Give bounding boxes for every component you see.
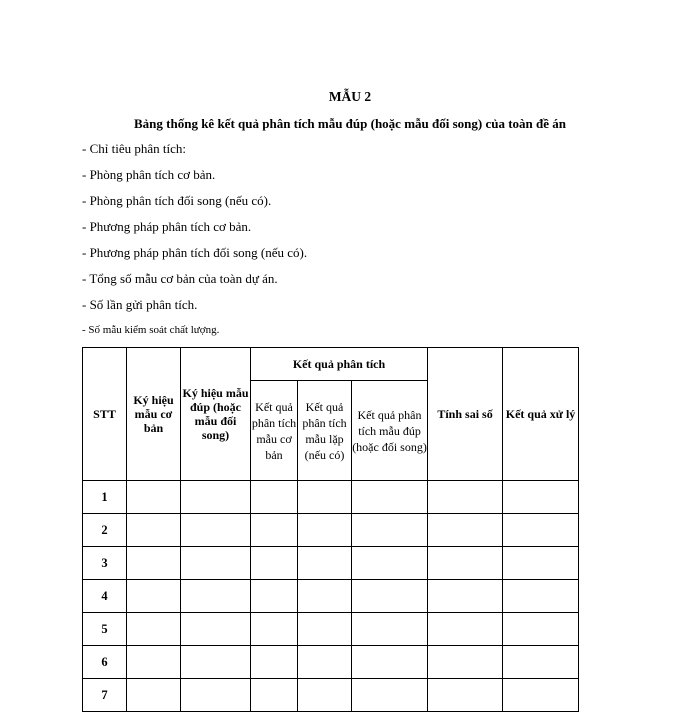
result-table bbox=[82, 347, 579, 712]
table-cell bbox=[352, 613, 428, 646]
table-cell bbox=[428, 514, 503, 547]
table-cell bbox=[127, 646, 181, 679]
criteria-item: - Số mẫu kiểm soát chất lượng. bbox=[82, 324, 220, 336]
header-repeat-result: Kết quả phân tích mẫu lặp (nếu có) bbox=[298, 381, 352, 481]
table-cell bbox=[428, 547, 503, 580]
table-cell bbox=[127, 514, 181, 547]
table-cell bbox=[127, 679, 181, 712]
table-cell bbox=[352, 481, 428, 514]
table-cell bbox=[503, 679, 579, 712]
table-row bbox=[83, 613, 579, 646]
table-cell bbox=[181, 646, 251, 679]
table-cell bbox=[181, 547, 251, 580]
criteria-list bbox=[82, 136, 602, 342]
table-cell bbox=[428, 481, 503, 514]
table-cell bbox=[251, 646, 298, 679]
table-cell bbox=[127, 580, 181, 613]
header-error-calc: Tính sai số bbox=[428, 348, 503, 481]
table-row bbox=[83, 679, 579, 712]
table-cell bbox=[352, 547, 428, 580]
table-row bbox=[83, 646, 579, 679]
table-cell bbox=[298, 514, 352, 547]
header-duplicate-sample-code: Ký hiệu mẫu đúp (hoặc mẫu đối song) bbox=[181, 348, 251, 481]
table-cell bbox=[127, 613, 181, 646]
table-cell bbox=[503, 646, 579, 679]
row-number: 2 bbox=[83, 514, 127, 547]
table-row bbox=[83, 514, 579, 547]
table-cell bbox=[298, 481, 352, 514]
table-cell bbox=[127, 547, 181, 580]
header-basic-sample-code: Ký hiệu mẫu cơ bản bbox=[127, 348, 181, 481]
table-cell bbox=[352, 580, 428, 613]
header-duplicate-result: Kết quả phân tích mẫu đúp (hoặc đối song) bbox=[352, 381, 428, 481]
table-cell bbox=[298, 679, 352, 712]
criteria-item: - Phương pháp phân tích đối song (nếu có). bbox=[82, 245, 308, 260]
table-cell bbox=[428, 646, 503, 679]
criteria-item: - Tổng số mẫu cơ bản của toàn dự án. bbox=[82, 271, 278, 286]
header-basic-result: Kết quả phân tích mẫu cơ bản bbox=[251, 381, 298, 481]
criteria-item: - Phòng phân tích đối song (nếu có). bbox=[82, 193, 272, 208]
table-cell bbox=[428, 580, 503, 613]
row-number: 5 bbox=[83, 613, 127, 646]
table-cell bbox=[251, 613, 298, 646]
table-row bbox=[83, 580, 579, 613]
table-cell bbox=[503, 580, 579, 613]
table-cell bbox=[181, 514, 251, 547]
table-cell bbox=[251, 481, 298, 514]
table-cell bbox=[251, 580, 298, 613]
criteria-item: - Số lần gửi phân tích. bbox=[82, 297, 198, 312]
criteria-item: - Phương pháp phân tích cơ bản. bbox=[82, 219, 252, 234]
header-stt: STT bbox=[83, 348, 127, 481]
table-cell bbox=[352, 679, 428, 712]
page-title: MẪU 2 bbox=[328, 89, 372, 104]
table-cell bbox=[428, 613, 503, 646]
table-cell bbox=[251, 679, 298, 712]
table-cell bbox=[251, 514, 298, 547]
table-cell bbox=[251, 547, 298, 580]
table-row bbox=[83, 481, 579, 514]
row-number: 7 bbox=[83, 679, 127, 712]
table-cell bbox=[181, 613, 251, 646]
table-cell bbox=[352, 514, 428, 547]
table-cell bbox=[181, 580, 251, 613]
table-cell bbox=[181, 481, 251, 514]
page-subtitle: Bảng thống kê kết quả phân tích mẫu đúp (hoặc mẫu đối song) của toàn đề án bbox=[134, 116, 566, 131]
table-cell bbox=[503, 613, 579, 646]
table-cell bbox=[127, 481, 181, 514]
header-analysis-result: Kết quả phân tích bbox=[251, 348, 428, 381]
table-cell bbox=[298, 547, 352, 580]
table-cell bbox=[298, 646, 352, 679]
table-cell bbox=[352, 646, 428, 679]
table-row bbox=[83, 547, 579, 580]
table-cell bbox=[503, 547, 579, 580]
row-number: 6 bbox=[83, 646, 127, 679]
table-cell bbox=[428, 679, 503, 712]
table-cell bbox=[503, 481, 579, 514]
row-number: 4 bbox=[83, 580, 127, 613]
criteria-item: - Chỉ tiêu phân tích: bbox=[82, 141, 186, 156]
table-cell bbox=[503, 514, 579, 547]
row-number: 1 bbox=[83, 481, 127, 514]
table-cell bbox=[181, 679, 251, 712]
header-handling-result: Kết quả xử lý bbox=[503, 348, 579, 481]
criteria-item: - Phòng phân tích cơ bản. bbox=[82, 167, 216, 182]
row-number: 3 bbox=[83, 547, 127, 580]
table-cell bbox=[298, 613, 352, 646]
table-cell bbox=[298, 580, 352, 613]
